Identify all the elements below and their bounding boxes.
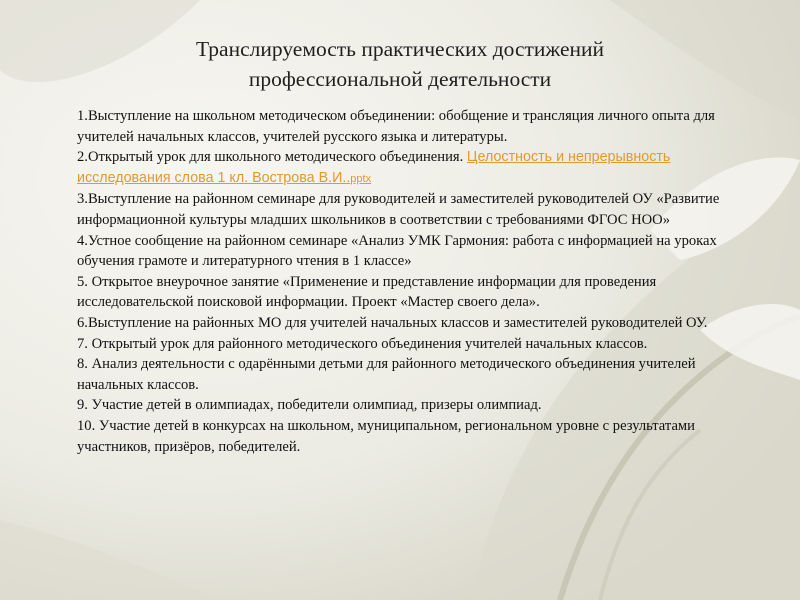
list-item-9: 9. Участие детей в олимпиадах, победители олимпиад, призеры олимпиад. bbox=[77, 397, 542, 414]
list-item-5: 5. Открытое внеурочное занятие «Применение и представление информации для проведения исследовательской поисковой информации. Проект «Мастер своего дела». bbox=[77, 273, 657, 311]
list-item-10: 10. Участие детей в конкурсах на школьном, муниципальном, региональном уровне с результатами участников, призёров, победителей. bbox=[77, 417, 695, 455]
list-item-2 bbox=[77, 147, 742, 189]
list-item-2-text: 2.Открытый урок для школьного методического объединения. bbox=[77, 149, 467, 166]
list-item-6: 6.Выступление на районных МО для учителей начальных классов и заместителей руководителей ОУ. bbox=[77, 314, 708, 331]
title-line-1: Транслируемость практических достижений bbox=[195, 37, 605, 61]
title-line-2: профессиональной деятельности bbox=[248, 67, 552, 91]
achievements-list bbox=[77, 106, 742, 457]
list-item-7: 7. Открытый урок для районного методического объединения учителей начальных классов. bbox=[77, 335, 648, 352]
list-item-4: 4.Устное сообщение на районном семинаре «Анализ УМК Гармония: работа с информацией на уроках обучения грамоте и литературного чтения в 1 классе» bbox=[77, 232, 717, 270]
presentation-link-ext[interactable]: pptx bbox=[350, 172, 372, 185]
list-item-8: 8. Анализ деятельности с одарёнными детьми для районного методического объединения учителей начальных классов. bbox=[77, 356, 696, 393]
slide-title bbox=[100, 34, 700, 94]
list-item-1: 1.Выступление на школьном методическом объединении: обобщение и трансляция личного опыта для учителей начальных классов, учителей русского языка и литературы. bbox=[77, 108, 715, 145]
list-item-3: 3.Выступление на районном семинаре для руководителей и заместителей руководителей ОУ «Развитие информационной культуры младших школьников в соответствии с требованиями ФГОС НОО» bbox=[77, 191, 720, 228]
presentation-link-title[interactable]: Целостность и непрерывность исследования слова 1 кл. Вострова В.И.. bbox=[77, 149, 671, 186]
